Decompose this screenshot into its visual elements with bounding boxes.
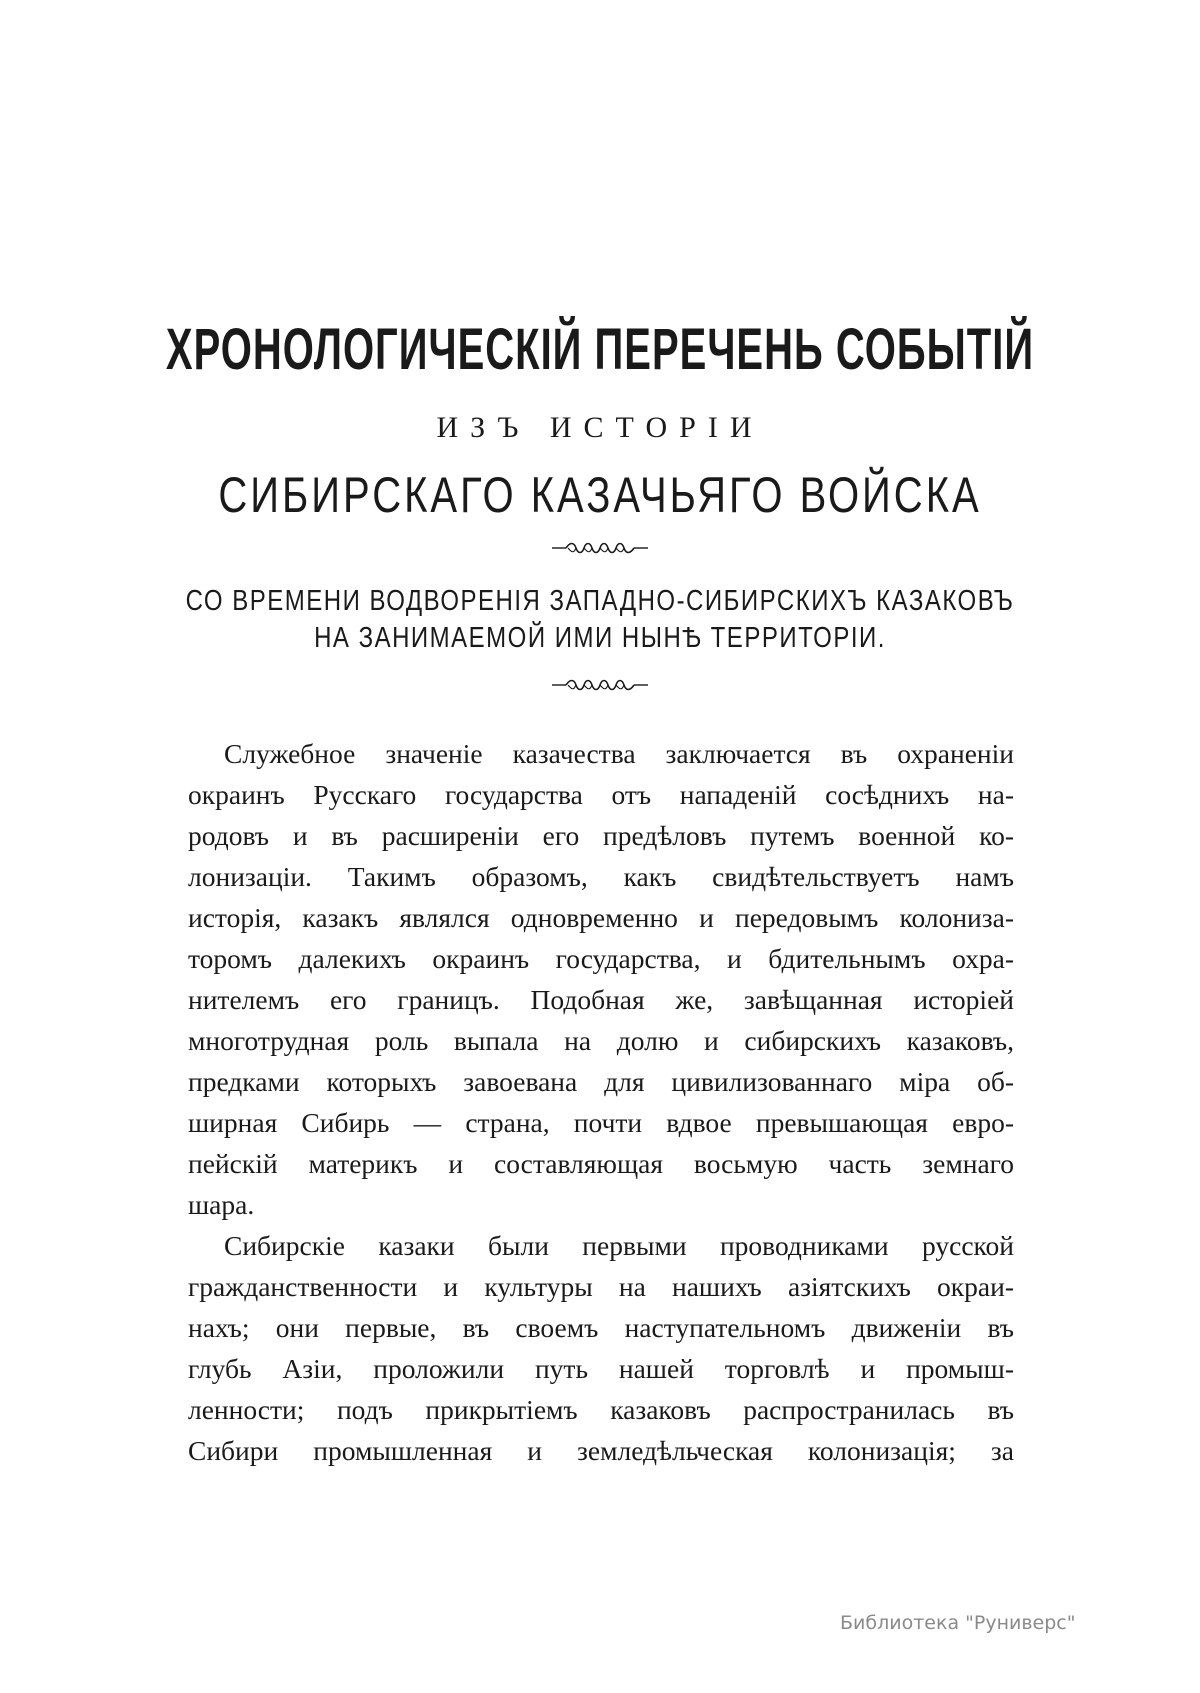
ornament-flourish-icon bbox=[552, 678, 648, 692]
watermark: Библиотека "Руниверс" bbox=[840, 1612, 1076, 1634]
text-line: нахъ; они первые, въ своемъ наступательномъ движеніи въ bbox=[188, 1312, 1014, 1343]
text-line: окраинъ Русскаго государства отъ нападеній сосѣднихъ на- bbox=[188, 779, 1014, 810]
text-line: многотрудная роль выпала на долю и сибирскихъ казаковъ, bbox=[188, 1025, 1014, 1056]
subtitle-line-2: НА ЗАНИМАЕМОЙ ИМИ НЫНѢ ТЕРРИТОРІИ. bbox=[314, 622, 886, 655]
text-line: ширная Сибирь — страна, почти вдвое превышающая евро- bbox=[188, 1107, 1014, 1138]
text-line: нителемъ его границъ. Подобная же, завѣщанная исторіей bbox=[188, 984, 1014, 1015]
title-army: СИБИРСКАГО КАЗАЧЬЯГО ВОЙСКА bbox=[218, 468, 982, 523]
text-line: шара. bbox=[188, 1189, 255, 1220]
ornament-flourish-icon bbox=[552, 541, 648, 555]
text-line: Сибири промышленная и земледѣльческая колонизація; за bbox=[188, 1435, 1014, 1466]
text-line: пейскій материкъ и составляющая восьмую часть земнаго bbox=[188, 1148, 1014, 1179]
title-main: ХРОНОЛОГИЧЕСКІЙ ПЕРЕЧЕНЬ СОБЫТІЙ bbox=[165, 318, 1035, 382]
text-line: ленности; подъ прикрытіемъ казаковъ распространилась въ bbox=[188, 1394, 1014, 1425]
subtitle-line-1: СО ВРЕМЕНИ ВОДВОРЕНІЯ ЗАПАДНО-СИБИРСКИХЪ КАЗАКОВЪ bbox=[185, 585, 1015, 618]
text-line: Сибирскіе казаки были первыми проводниками русской bbox=[224, 1230, 1014, 1261]
text-line: Служебное значеніе казачества заключается въ охраненіи bbox=[224, 738, 1014, 769]
text-line: предками которыхъ завоевана для цивилизованнаго міра об- bbox=[188, 1066, 1014, 1097]
text-line: торомъ далекихъ окраинъ государства, и бдительнымъ охра- bbox=[188, 943, 1014, 974]
text-line: глубь Азіи, проложили путь нашей торговлѣ и промыш- bbox=[188, 1353, 1014, 1384]
text-line: родовъ и въ расширеніи его предѣловъ путемъ военной ко- bbox=[188, 820, 1014, 851]
title-sub: ИЗЪ ИСТОРІИ bbox=[436, 411, 764, 444]
text-line: лонизаціи. Такимъ образомъ, какъ свидѣтельствуетъ намъ bbox=[188, 861, 1014, 892]
text-line: гражданственности и культуры на нашихъ азіятскихъ окраи- bbox=[188, 1271, 1014, 1302]
text-line: исторія, казакъ являлся одновременно и передовымъ колониза- bbox=[188, 902, 1014, 933]
